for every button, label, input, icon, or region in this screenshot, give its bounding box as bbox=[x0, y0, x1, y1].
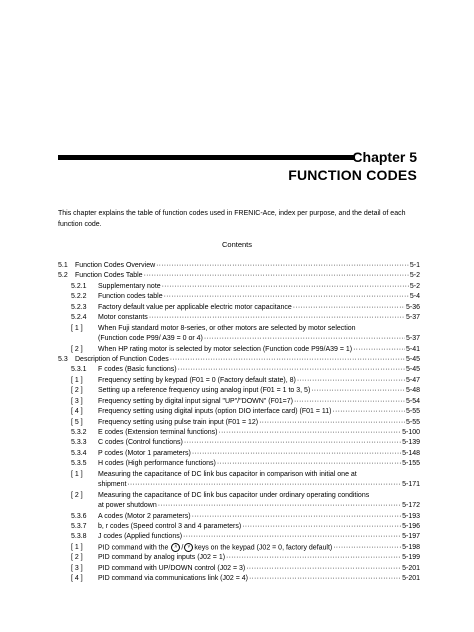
toc-entry-title-text: Factory default value per applicable electric motor capacitance bbox=[98, 303, 292, 311]
toc-entry-title-text: b, r codes (Speed control 3 and 4 parameters) bbox=[98, 522, 242, 530]
toc-entry-title bbox=[98, 303, 420, 313]
dot-leader bbox=[218, 428, 401, 438]
toc-entry-page: 5-55 bbox=[405, 418, 420, 426]
toc-entry-title bbox=[98, 553, 420, 563]
toc-entry-page: 5-36 bbox=[405, 303, 420, 311]
dot-leader bbox=[242, 522, 401, 532]
toc-entry[interactable] bbox=[58, 449, 420, 459]
toc-entry-page: 5-2 bbox=[409, 272, 420, 280]
toc-entry-title-line bbox=[98, 501, 420, 511]
toc-entry[interactable] bbox=[58, 345, 420, 355]
toc-entry-title bbox=[98, 397, 420, 407]
toc-entry-page: 5-193 bbox=[402, 512, 420, 520]
dot-leader bbox=[249, 574, 401, 584]
contents-heading: Contents bbox=[221, 240, 253, 249]
toc-entry-title bbox=[98, 438, 420, 448]
dot-leader bbox=[294, 397, 405, 407]
toc-entry-number: 5.3.3 bbox=[71, 439, 87, 447]
toc-entry[interactable] bbox=[58, 324, 420, 345]
toc-entry-title bbox=[98, 313, 420, 323]
toc-entry-title bbox=[98, 491, 420, 512]
dot-leader bbox=[226, 553, 401, 563]
toc-entry-number: [ 3 ] bbox=[71, 564, 83, 572]
dot-leader bbox=[204, 334, 405, 344]
toc-entry-page: 5-198 bbox=[402, 544, 420, 552]
toc-entry-title-cont: at power shutdown bbox=[98, 502, 157, 510]
toc-entry-number: 5.3 bbox=[58, 355, 68, 363]
toc-entry-page: 5-196 bbox=[402, 522, 420, 530]
toc-entry[interactable] bbox=[58, 512, 420, 522]
toc-entry-page: 5-37 bbox=[405, 314, 420, 322]
intro-paragraph: This chapter explains the table of function codes used in FRENIC-Ace, index per purpose, and the detail of each function code. bbox=[58, 210, 406, 228]
dot-leader bbox=[164, 292, 409, 302]
toc-entry-title-text: C codes (Control functions) bbox=[98, 439, 183, 447]
toc-entry-title bbox=[98, 470, 420, 491]
key-separator: / bbox=[181, 544, 184, 552]
toc-entry-title-cont: (Function code P99/ A39 = 0 or 4) bbox=[98, 335, 203, 343]
dot-leader bbox=[311, 386, 405, 396]
toc-entry-title-text: Setting up a reference frequency using analog input (F01 = 1 to 3, 5) bbox=[98, 387, 311, 395]
up-key-icon: ˄ bbox=[171, 543, 180, 552]
toc-entry[interactable] bbox=[58, 428, 420, 438]
toc-entry-page: 5-4 bbox=[409, 293, 420, 301]
toc-entry[interactable] bbox=[58, 459, 420, 469]
toc-entry-title bbox=[98, 324, 420, 345]
toc-entry-number: [ 1 ] bbox=[71, 543, 83, 551]
toc-entry-title bbox=[98, 376, 420, 386]
dot-leader bbox=[178, 365, 405, 375]
toc-entry-title-line: Measuring the capacitance of DC link bus capacitor under ordinary operating conditions bbox=[98, 491, 370, 499]
toc-entry-title bbox=[98, 512, 420, 522]
toc-entry-number: 5.3.4 bbox=[71, 449, 87, 457]
dot-leader bbox=[297, 376, 405, 386]
toc-entry-number: [ 4 ] bbox=[71, 408, 83, 416]
toc-entry-title-text: E codes (Extension terminal functions) bbox=[98, 429, 218, 437]
toc-entry-title bbox=[98, 564, 420, 574]
toc-entry-title bbox=[98, 532, 420, 542]
toc-entry-title bbox=[98, 345, 420, 355]
dot-leader bbox=[170, 355, 405, 365]
toc-entry-number: 5.2.2 bbox=[71, 293, 87, 301]
toc-entry-title-text: Frequency setting using digital inputs (option DIO interface card) (F01 = 11) bbox=[98, 408, 332, 416]
toc-entry[interactable] bbox=[58, 532, 420, 542]
toc-entry-number: 5.3.6 bbox=[71, 512, 87, 520]
toc-entry-page: 5-197 bbox=[402, 533, 420, 541]
chapter-rule bbox=[58, 155, 354, 160]
toc-entry-page: 5-41 bbox=[405, 345, 420, 353]
dot-leader bbox=[162, 282, 409, 292]
toc-entry[interactable] bbox=[58, 470, 420, 491]
toc-entry-number: [ 5 ] bbox=[71, 418, 83, 426]
toc-entry[interactable] bbox=[58, 313, 420, 323]
toc-entry-number: 5.3.5 bbox=[71, 460, 87, 468]
toc-entry-title bbox=[98, 459, 420, 469]
toc-entry[interactable] bbox=[58, 564, 420, 574]
toc-entry[interactable] bbox=[58, 397, 420, 407]
toc-entry-number: 5.2.3 bbox=[71, 303, 87, 311]
toc-entry-number: [ 2 ] bbox=[71, 345, 83, 353]
toc-entry[interactable] bbox=[58, 282, 420, 292]
toc-entry-page: 5-1 bbox=[409, 262, 420, 269]
toc-entry-title-text: Supplementary note bbox=[98, 282, 161, 290]
toc-entry-title-text: PID command with UP/DOWN control (J02 = 3) bbox=[98, 564, 246, 572]
toc-entry-title bbox=[98, 543, 420, 554]
dot-leader bbox=[144, 271, 409, 281]
dot-leader bbox=[259, 418, 405, 428]
toc-entry[interactable] bbox=[58, 386, 420, 396]
toc-entry[interactable] bbox=[58, 553, 420, 563]
toc-entry-number: 5.1 bbox=[58, 262, 68, 269]
dot-leader bbox=[158, 501, 401, 511]
toc-entry-page: 5-54 bbox=[405, 397, 420, 405]
chapter-title: FUNCTION CODES bbox=[288, 167, 417, 183]
toc-entry-title-text: Frequency setting by digital input signal "UP"/"DOWN" (F01=7) bbox=[98, 397, 293, 405]
dot-leader bbox=[192, 512, 402, 522]
toc-entry-number: [ 2 ] bbox=[71, 387, 83, 395]
toc-entry-title-text: Frequency setting by keypad (F01 = 0 (Factory default state), 8) bbox=[98, 376, 296, 384]
toc-entry-page: 5-48 bbox=[405, 387, 420, 395]
toc-entry-page: 5-55 bbox=[405, 408, 420, 416]
toc-entry-number: 5.3.7 bbox=[71, 522, 87, 530]
dot-leader bbox=[246, 564, 401, 574]
toc-entry-page: 5-37 bbox=[405, 335, 420, 343]
toc-entry-title bbox=[98, 282, 420, 292]
toc-entry-page: 5-171 bbox=[402, 481, 420, 489]
toc-entry-title-text: PID command by analog inputs (J02 = 1) bbox=[98, 554, 226, 562]
toc-entry-title-line: Measuring the capacitance of DC link bus capacitor in comparison with initial one at bbox=[98, 470, 357, 478]
toc-entry-number: 5.2.1 bbox=[71, 282, 87, 290]
toc-entry-title-text: When HP rating motor is selected by motor selection (Function code P99/A39 = 1) bbox=[98, 345, 353, 353]
dot-leader bbox=[184, 438, 401, 448]
toc-entry-title bbox=[98, 449, 420, 459]
toc-entry[interactable] bbox=[58, 376, 420, 386]
toc-entry-title-text: Function codes table bbox=[98, 293, 163, 301]
toc-entry-number: [ 1 ] bbox=[71, 376, 83, 384]
toc-entry-title-line bbox=[98, 334, 420, 344]
toc-entry-title-text: F codes (Basic functions) bbox=[98, 366, 177, 374]
toc-entry-title bbox=[98, 386, 420, 396]
dot-leader bbox=[192, 449, 401, 459]
toc-entry-title bbox=[98, 365, 420, 375]
toc-entry-title bbox=[98, 292, 420, 302]
toc-entry-title-cont: shipment bbox=[98, 481, 127, 489]
toc-entry-title-text: A codes (Motor 2 parameters) bbox=[98, 512, 191, 520]
toc-entry-title-line bbox=[98, 480, 420, 490]
toc-entry-page: 5-100 bbox=[402, 429, 420, 437]
dot-leader bbox=[293, 303, 405, 313]
toc-entry[interactable] bbox=[58, 271, 420, 281]
toc-entry-title-part: keys on the keypad (J02 = 0, factory default) bbox=[194, 544, 333, 552]
toc-entry-page: 5-45 bbox=[405, 355, 420, 363]
toc-entry-page: 5-172 bbox=[402, 502, 420, 510]
toc-entry-title-text: Description of Function Codes bbox=[75, 355, 169, 363]
toc-entry-title bbox=[75, 261, 420, 271]
toc-entry-page: 5-139 bbox=[402, 439, 420, 447]
toc-entry-title-text bbox=[98, 543, 332, 554]
toc-entry-number: 5.2.4 bbox=[71, 314, 87, 322]
toc-entry-title bbox=[98, 407, 420, 417]
toc-entry-title-text: J codes (Applied functions) bbox=[98, 533, 183, 541]
chapter-label: Chapter 5 bbox=[352, 149, 417, 165]
table-of-contents bbox=[58, 261, 420, 585]
toc-entry-title-line: When Fuji standard motor 8-series, or other motors are selected by motor selection bbox=[98, 324, 356, 332]
toc-entry-title bbox=[75, 355, 420, 365]
toc-entry[interactable] bbox=[58, 491, 420, 512]
toc-entry[interactable] bbox=[58, 407, 420, 417]
toc-entry-title-text: P codes (Motor 1 parameters) bbox=[98, 449, 191, 457]
dot-leader bbox=[149, 313, 405, 323]
toc-entry-number: [ 4 ] bbox=[71, 575, 83, 583]
dot-leader bbox=[333, 543, 401, 553]
toc-entry-number: [ 2 ] bbox=[71, 554, 83, 562]
toc-entry-number: [ 1 ] bbox=[71, 470, 83, 478]
dot-leader bbox=[156, 261, 409, 271]
toc-entry[interactable] bbox=[58, 543, 420, 553]
toc-entry-page: 5-2 bbox=[409, 282, 420, 290]
dot-leader bbox=[183, 532, 401, 542]
toc-entry-number: [ 2 ] bbox=[71, 491, 83, 499]
toc-entry-page: 5-199 bbox=[402, 554, 420, 562]
toc-entry-number: 5.3.1 bbox=[71, 366, 87, 374]
toc-entry-number: 5.2 bbox=[58, 272, 68, 280]
toc-entry-title-text: Function Codes Table bbox=[75, 272, 143, 280]
toc-entry-page: 5-148 bbox=[402, 449, 420, 457]
toc-entry[interactable] bbox=[58, 418, 420, 428]
toc-entry-number: 5.3.2 bbox=[71, 429, 87, 437]
toc-entry-page: 5-47 bbox=[405, 376, 420, 384]
toc-entry[interactable] bbox=[58, 365, 420, 375]
toc-entry-title-part: PID command with the bbox=[98, 544, 169, 552]
toc-entry-number: 5.3.8 bbox=[71, 533, 87, 541]
toc-entry-number: [ 1 ] bbox=[71, 324, 83, 332]
toc-entry-title-text: Motor constants bbox=[98, 314, 148, 322]
toc-entry-title-text: Frequency setting using pulse train input (F01 = 12) bbox=[98, 418, 259, 426]
toc-entry[interactable] bbox=[58, 522, 420, 532]
toc-entry-title-text: PID command via communications link (J02 = 4) bbox=[98, 575, 248, 583]
toc-entry-page: 5-201 bbox=[402, 575, 420, 583]
toc-entry-title bbox=[98, 428, 420, 438]
toc-entry-title bbox=[75, 271, 420, 281]
toc-entry-page: 5-155 bbox=[402, 460, 420, 468]
toc-entry-title-text: H codes (High performance functions) bbox=[98, 460, 216, 468]
toc-entry-title bbox=[98, 522, 420, 532]
toc-entry[interactable] bbox=[58, 438, 420, 448]
toc-entry-page: 5-45 bbox=[405, 366, 420, 374]
toc-entry[interactable] bbox=[58, 292, 420, 302]
dot-leader bbox=[127, 480, 401, 490]
dot-leader bbox=[353, 345, 405, 355]
toc-entry-page: 5-201 bbox=[402, 564, 420, 572]
toc-entry[interactable] bbox=[58, 355, 420, 365]
dot-leader bbox=[217, 459, 401, 469]
toc-entry-title bbox=[98, 418, 420, 428]
toc-entry-title-text: Function Codes Overview bbox=[75, 262, 156, 269]
dot-leader bbox=[333, 407, 405, 417]
toc-entry-number: [ 3 ] bbox=[71, 397, 83, 405]
down-key-icon: ˅ bbox=[184, 543, 193, 552]
toc-entry[interactable] bbox=[58, 261, 420, 271]
toc-entry[interactable] bbox=[58, 303, 420, 313]
toc-entry[interactable] bbox=[58, 574, 420, 584]
toc-entry-title bbox=[98, 574, 420, 584]
